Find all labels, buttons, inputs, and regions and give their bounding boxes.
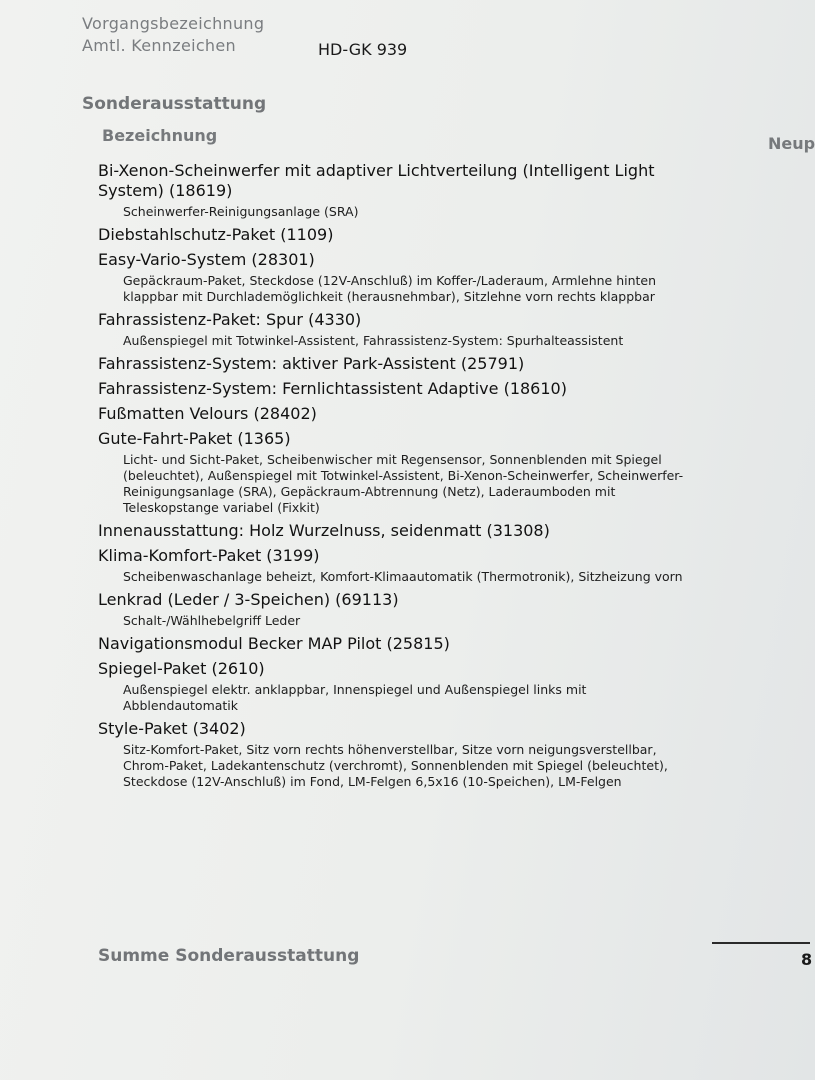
equipment-item	[98, 521, 698, 541]
equipment-list	[98, 156, 698, 790]
kennzeichen-label: Amtl. Kennzeichen	[82, 36, 236, 55]
equipment-item	[98, 161, 698, 220]
equipment-item	[98, 354, 698, 374]
equipment-item-title: Fahrassistenz-System: aktiver Park-Assistent (25791)	[98, 354, 525, 373]
summary-value: 8	[801, 950, 813, 969]
equipment-item	[98, 404, 698, 424]
equipment-item-title: Easy-Vario-System (28301)	[98, 250, 315, 269]
section-title: Sonderausstattung	[82, 94, 267, 114]
summary-rule	[712, 942, 810, 944]
equipment-item-title: Diebstahlschutz-Paket (1109)	[98, 225, 334, 244]
equipment-item-title: Gute-Fahrt-Paket (1365)	[98, 429, 291, 448]
equipment-item-description: Außenspiegel mit Totwinkel-Assistent, Fahrassistenz-System: Spurhalteassistent	[123, 333, 624, 348]
equipment-item-title: Lenkrad (Leder / 3-Speichen) (69113)	[98, 590, 399, 609]
equipment-item-description: Sitz-Komfort-Paket, Sitz vorn rechts höhenverstellbar, Sitze vorn neigungsverstellbar, Chrom-Paket, Ladekantenschutz (verchromt), Sonnenblenden mit Spiegel (beleuchtet), Steckdose (12V-Anschluß) im Fond, LM-Felgen 6,5x16 (10-Speichen), LM-Felgen	[123, 742, 668, 789]
equipment-item-description: Gepäckraum-Paket, Steckdose (12V-Anschluß) im Koffer-/Laderaum, Armlehne hinten klappbar mit Durchlademöglichkeit (herausnehmbar), Sitzlehne vorn rechts klappbar	[123, 273, 657, 304]
equipment-item-title: Navigationsmodul Becker MAP Pilot (25815)	[98, 634, 450, 653]
equipment-item-description: Scheinwerfer-Reinigungsanlage (SRA)	[123, 204, 359, 219]
equipment-item	[98, 250, 698, 305]
equipment-item	[98, 379, 698, 399]
equipment-item	[98, 225, 698, 245]
kennzeichen-value: HD-GK 939	[318, 40, 408, 59]
equipment-item-title: Klima-Komfort-Paket (3199)	[98, 546, 320, 565]
equipment-item-title: Spiegel-Paket (2610)	[98, 659, 265, 678]
equipment-item-description: Licht- und Sicht-Paket, Scheibenwischer mit Regensensor, Sonnenblenden mit Spiegel (beleuchtet), Außenspiegel mit Totwinkel-Assistent, Bi-Xenon-Scheinwerfer, Scheinwerfer-Reinigungsanlage (SRA), Gepäckraum-Abtrennung (Netz), Laderaumboden mit Teleskopstange variabel (Fixkit)	[123, 452, 684, 515]
equipment-item-title: Innenausstattung: Holz Wurzelnuss, seidenmatt (31308)	[98, 521, 550, 540]
column-header-neupreis: Neup	[768, 134, 815, 153]
equipment-item-title: Bi-Xenon-Scheinwerfer mit adaptiver Lichtverteilung (Intelligent Light System) (18619)	[98, 161, 655, 200]
summary-label: Summe Sonderausstattung	[98, 946, 360, 966]
equipment-item-description: Scheibenwaschanlage beheizt, Komfort-Klimaautomatik (Thermotronik), Sitzheizung vorn	[123, 569, 683, 584]
equipment-item-title: Style-Paket (3402)	[98, 719, 246, 738]
equipment-item-description: Schalt-/Wählhebelgriff Leder	[123, 613, 301, 628]
vorgang-label: Vorgangsbezeichnung	[82, 14, 265, 33]
equipment-item	[98, 546, 698, 585]
equipment-item	[98, 719, 698, 790]
equipment-item-title: Fußmatten Velours (28402)	[98, 404, 317, 423]
equipment-item	[98, 659, 698, 714]
column-header-bezeichnung: Bezeichnung	[102, 126, 218, 145]
equipment-item	[98, 429, 698, 516]
equipment-item-description: Außenspiegel elektr. anklappbar, Innenspiegel und Außenspiegel links mit Abblendautomatik	[123, 682, 587, 713]
equipment-item	[98, 634, 698, 654]
equipment-item	[98, 310, 698, 349]
equipment-item	[98, 590, 698, 629]
equipment-item-title: Fahrassistenz-Paket: Spur (4330)	[98, 310, 362, 329]
equipment-item-title: Fahrassistenz-System: Fernlichtassistent Adaptive (18610)	[98, 379, 567, 398]
